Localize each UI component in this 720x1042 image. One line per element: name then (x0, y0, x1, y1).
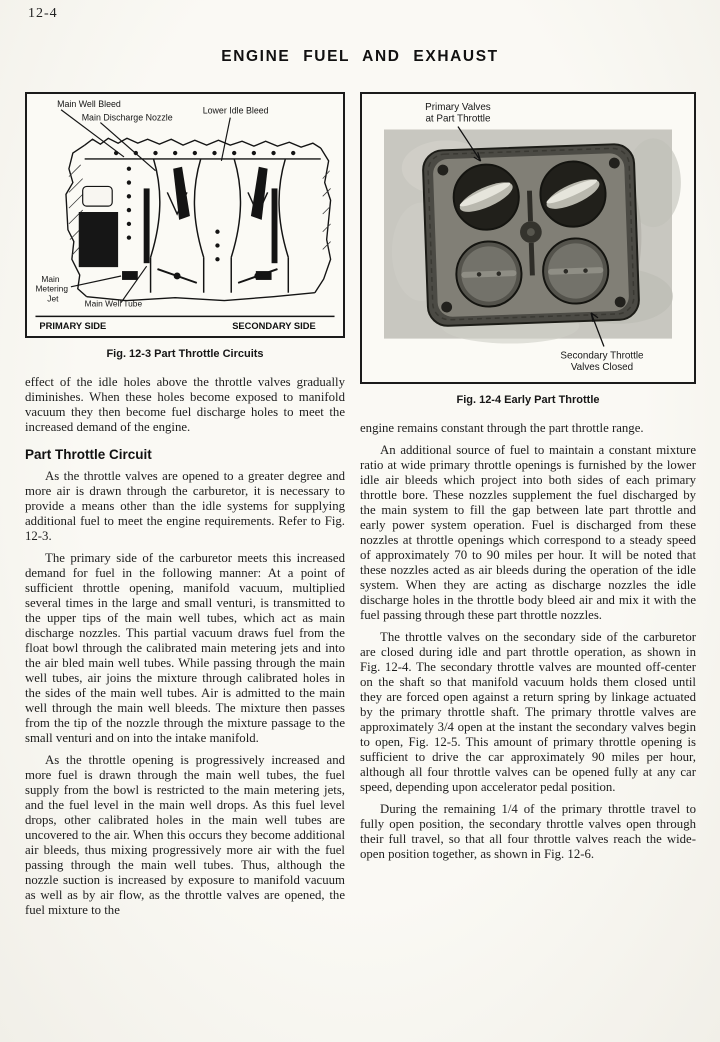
label-main-metering-jet-line1: Main (41, 273, 60, 284)
body-paragraph: An additional source of fuel to maintain a constant mixture ratio at wide primary throttle openings is furnished by the lower idle air bleeds which project into both sides of each primary throttle bore. These nozzles supplement the fuel discharged by the main system to fill the gap between late part throttle and early power system operation. Fuel is discharged from these nozzles at throttle openings which correspond to a steady speed of approximately 70 to 90 miles per hour. It will be noted that these nozzles acted as air bleeds during the operation of the idle system. When they are acting as discharge nozzles the idle discharge holes in the throttle body bleed air and mix it with the fuel passing through these part throttle nozzles. (360, 443, 696, 622)
label-secondary-side: SECONDARY SIDE (232, 321, 316, 332)
body-paragraph: The primary side of the carburetor meets this increased demand for fuel in the following manner: At a point of sufficient throttle opening, manifold vacuum, multiplied several times in the large and small venturi, is transmitted to the upper tips of the main well tubes, which act as main discharge nozzles. This partial vacuum draws fuel from the float bowl through the calibrated main metering jets and into the air bled main well tubes. While passing through the main well tubes, air joins the mixture through calibrated holes in the sides of the main well tubes. Air is admitted to the main well through the main well bleeds. The mixture then passes from the tip of the nozzle through the mixture passage to the small venturi and on into the intake manifold. (25, 551, 345, 745)
body-paragraph: As the throttle opening is progressively increased and more fuel is drawn through the main well tubes, the fuel supply from the bowl is restricted to the main metering jets, and the fuel level in the main well drops. As this fuel level drops, other calibrated holes in the main well tubes are uncovered to the air. When this occurs they become additional air bleeds, thus mixing progressively more air with the fuel passing through the main well tubes. Thus, although the nozzle suction is increased by exposure to manifold vacuum as well as by air flow, as the throttle valves are opened, the fuel mixture to the (25, 753, 345, 917)
body-paragraph: As the throttle valves are opened to a greater degree and more air is drawn through the carburetor, it is necessary to provide a means other than the idle systems for supplying additional fuel to meet the engine requirements. Refer to Fig. 12-3. (25, 469, 345, 543)
label-lower-idle-bleed: Lower Idle Bleed (202, 105, 269, 116)
page-title: ENGINE FUEL AND EXHAUST (221, 48, 499, 65)
label-secondary-valves-line1: Secondary Throttle (560, 350, 644, 362)
throttle-body-photo (362, 94, 694, 382)
left-column-text (25, 375, 345, 918)
section-heading-part-throttle-circuit: Part Throttle Circuit (25, 447, 152, 462)
label-main-well-tube: Main Well Tube (84, 298, 143, 309)
label-primary-side: PRIMARY SIDE (39, 321, 107, 332)
throttle-body-plate (422, 144, 639, 327)
label-primary-valves-line2: at Part Throttle (425, 113, 491, 125)
left-column (25, 92, 345, 918)
label-secondary-valves-line2: Valves Closed (570, 362, 634, 374)
label-main-well-bleed: Main Well Bleed (57, 98, 121, 109)
label-main-discharge-nozzle: Main Discharge Nozzle (81, 112, 173, 123)
figure-12-3-caption: Fig. 12-3 Part Throttle Circuits (106, 348, 264, 360)
body-paragraph: engine remains constant through the part throttle range. (360, 421, 644, 435)
body-paragraph: The throttle valves on the secondary side of the carburetor are closed during idle and part throttle operation, as shown in Fig. 12-4. The secondary throttle valves are mounted off-center on the shaft so that manifold vacuum holds them closed until they are forced open against a return spring by linkage actuated by the primary throttle shaft. The primary throttle valves are approximately 3/4 open at the instant the secondary valves begin to open, Fig. 12-5. This amount of primary throttle opening is sufficient to drive the car approximately 90 miles per hour, although all four throttle valves can be opened fully at any car speed, depending upon accelerator pedal position. (360, 630, 696, 794)
label-main-metering-jet-line3: Jet (47, 293, 59, 304)
body-paragraph: effect of the idle holes above the throttle valves gradually diminishes. When these holes become exposed to manifold vacuum they then become fuel discharge holes to meet the increased demand of the engine. (25, 375, 345, 434)
figure-12-4 (360, 92, 696, 384)
float-bowl (79, 186, 118, 267)
discharge-nozzles (173, 167, 267, 220)
page-number: 12-4 (28, 6, 58, 21)
carburetor-cross-section-diagram (27, 94, 343, 336)
passage-dots (114, 151, 295, 262)
right-column-text (360, 421, 696, 862)
label-main-metering-jet-line2: Metering (35, 283, 69, 294)
body-paragraph: During the remaining 1/4 of the primary throttle travel to fully open position, the secondary throttle valves open through their full travel, so that all four throttle valves reach the wide-open position together, as shown in Fig. 12-6. (360, 802, 696, 861)
figure-12-3 (25, 92, 345, 338)
figure-12-4-caption: Fig. 12-4 Early Part Throttle (456, 394, 600, 406)
label-primary-valves-line1: Primary Valves (425, 101, 491, 113)
right-column (360, 92, 696, 862)
